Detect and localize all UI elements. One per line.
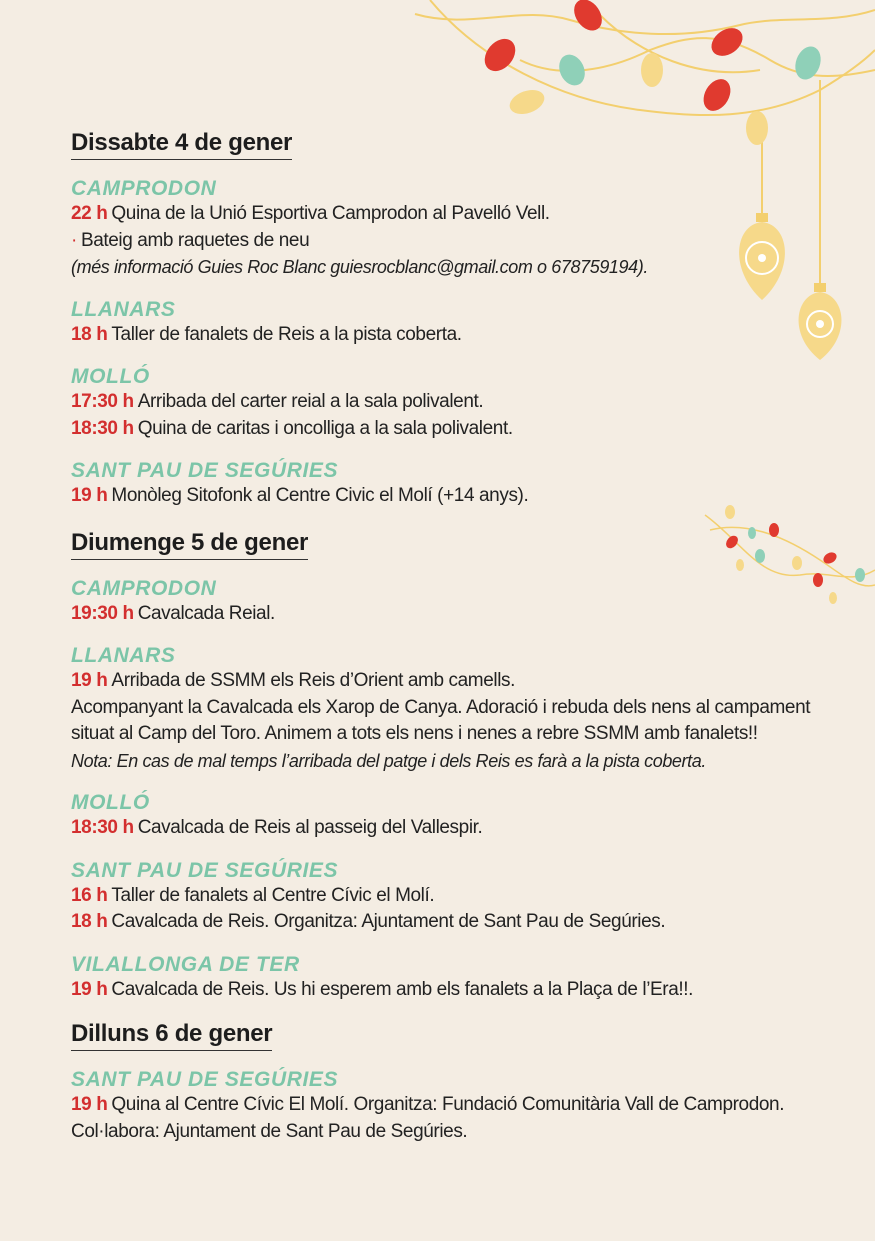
event-line [71,883,811,910]
event-line [71,668,811,695]
town-name: LLANARS [71,644,176,667]
event-line [71,721,811,748]
day-section [71,128,811,510]
event-time: 19 h [71,485,108,506]
event-note: (més informació Guies Roc Blanc guiesrocblanc@gmail.com o 678759194). [71,257,648,277]
event-text: Arribada de SSMM els Reis d’Orient amb camells. [111,670,515,691]
event-line [71,815,811,842]
town-block [71,459,811,510]
town-name: VILALLONGA DE TER [71,952,300,976]
event-time: 18:30 h [71,417,134,439]
event-line [71,254,811,281]
town-name: CAMPRODON [71,576,217,600]
event-time: 22 h [71,203,108,224]
event-line [71,601,811,628]
town-block [71,644,811,774]
bullet: · [71,229,77,251]
event-text: Quina de caritas i oncolliga a la sala polivalent. [137,417,513,439]
event-line [71,201,811,228]
town-name: SANT PAU DE SEGÚRIES [71,459,339,482]
town-name: SANT PAU DE SEGÚRIES [71,858,339,882]
event-time: 19 h [71,978,108,1000]
event-text: Monòleg Sitofonk al Centre Civic el Molí (+14 anys). [111,485,529,506]
event-note: Nota: En cas de mal temps l’arribada del patge i dels Reis es farà a la pista coberta. [71,750,706,771]
event-time: 18 h [71,323,108,345]
event-line [71,322,811,349]
event-text: Taller de fanalets al Centre Cívic el Molí. [111,884,435,906]
day-title: Dissabte 4 de gener [71,128,292,160]
town-block [71,859,811,936]
event-text: Quina de la Unió Esportiva Camprodon al Pavelló Vell. [111,203,550,224]
town-block [71,577,811,628]
town-name: MOLLÓ [71,365,150,388]
event-line [71,909,811,936]
event-line [71,1092,811,1119]
event-text: Arribada del carter reial a la sala polivalent. [137,391,484,412]
schedule [71,128,811,1145]
day-title: Dilluns 6 de gener [71,1019,272,1051]
town-block [71,953,811,1004]
day-section [71,1019,811,1145]
event-text: Quina al Centre Cívic El Molí. Organitza: Fundació Comunitària Vall de Camprodon. [111,1094,785,1115]
town-block [71,1068,811,1145]
event-time: 16 h [71,884,108,906]
town-name: SANT PAU DE SEGÚRIES [71,1068,339,1091]
town-name: CAMPRODON [71,177,217,200]
event-line [71,695,811,722]
event-line [71,1119,811,1146]
event-text: Cavalcada de Reis. Us hi esperem amb els fanalets a la Plaça de l’Era!!. [111,978,694,1000]
event-text: Cavalcada de Reis. Organitza: Ajuntament de Sant Pau de Segúries. [111,911,666,932]
event-line [71,748,811,775]
event-text: Acompanyant la Cavalcada els Xarop de Canya. Adoració i rebuda dels nens al campament [71,696,811,718]
event-text: Taller de fanalets de Reis a la pista coberta. [111,323,462,345]
day-section [71,528,811,1004]
event-line [71,483,811,510]
event-time: 19:30 h [71,602,134,624]
town-name: LLANARS [71,297,176,321]
event-time: 18:30 h [71,817,134,838]
town-name: MOLLÓ [71,791,150,814]
day-title: Diumenge 5 de gener [71,528,308,560]
town-block [71,365,811,442]
event-text: Col·labora: Ajuntament de Sant Pau de Segúries. [71,1120,468,1142]
event-text: Cavalcada de Reis al passeig del Vallespir. [137,817,483,838]
town-block [71,791,811,842]
event-time: 18 h [71,911,108,932]
event-text: situat al Camp del Toro. Animem a tots els nens i nenes a rebre SSMM amb fanalets!! [71,723,758,744]
town-block [71,177,811,281]
event-text: Bateig amb raquetes de neu [80,229,310,251]
event-text: Cavalcada Reial. [137,602,275,624]
event-time: 19 h [71,1094,108,1115]
town-block [71,298,811,349]
event-time: 19 h [71,670,108,691]
event-line [71,977,811,1004]
event-time: 17:30 h [71,391,134,412]
string-lights-bulbs [478,0,825,145]
event-line [71,228,811,255]
event-line [71,389,811,416]
event-line [71,416,811,443]
